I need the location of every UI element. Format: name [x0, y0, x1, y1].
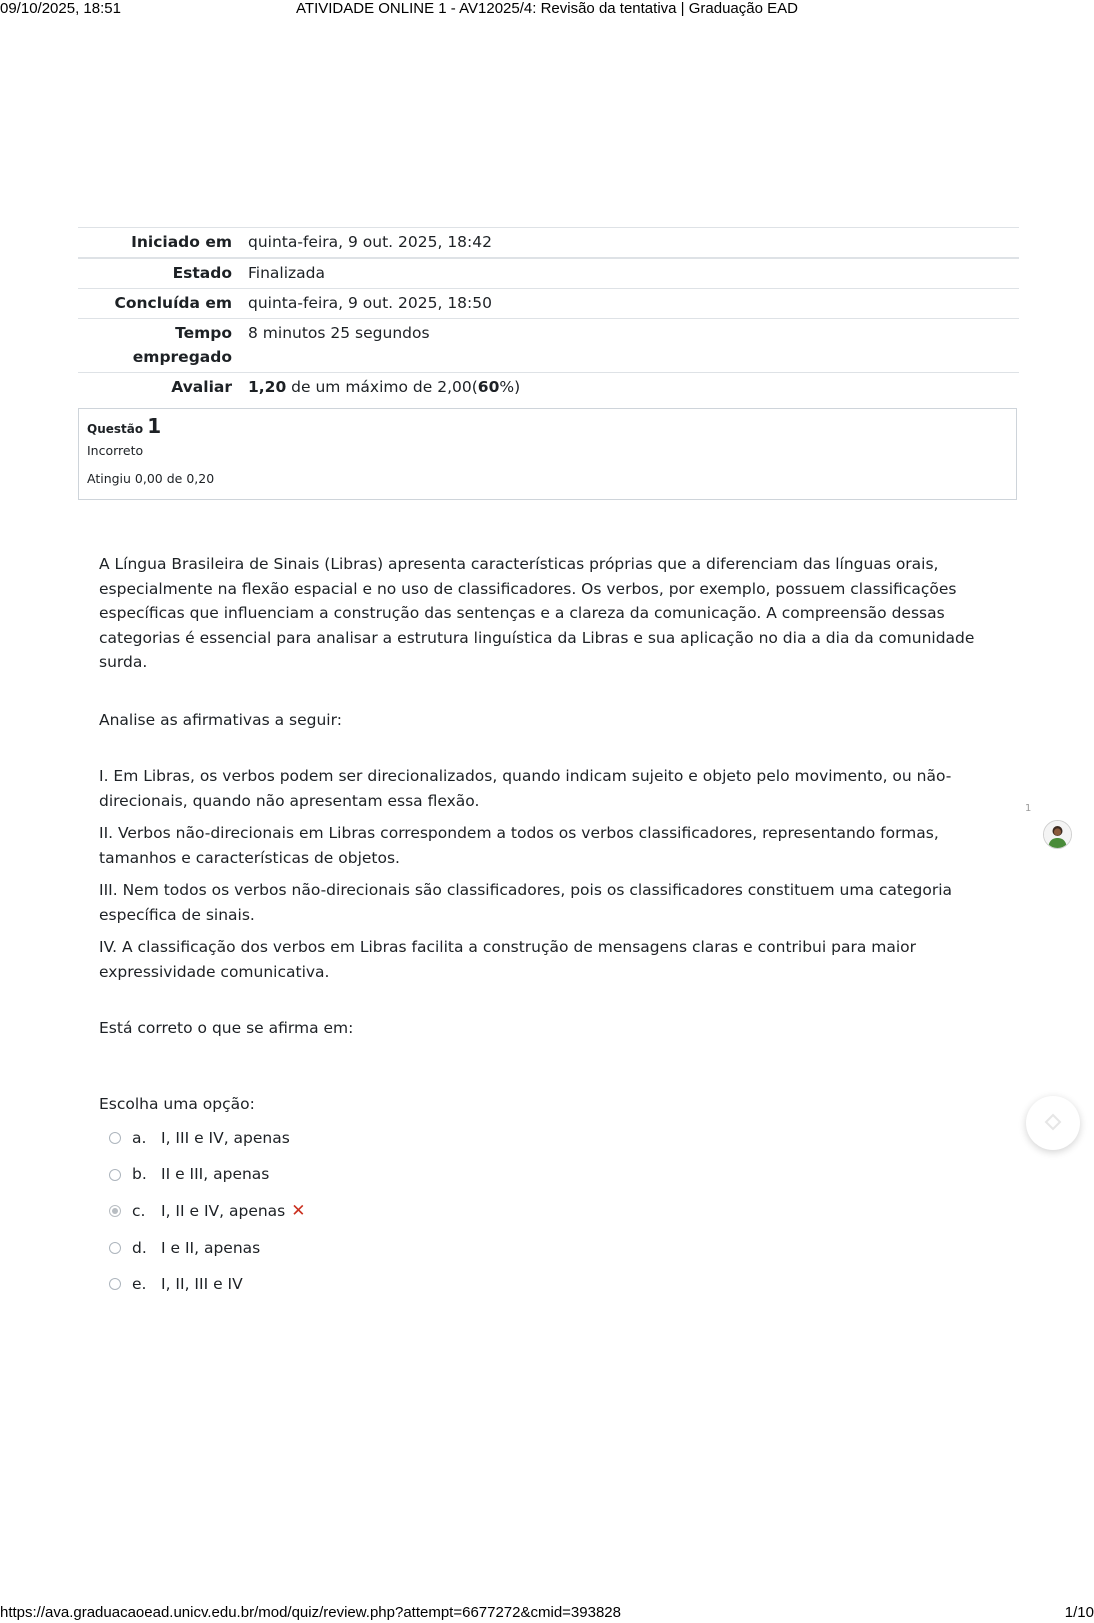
answer-option-e[interactable] — [109, 1272, 989, 1296]
grade-end: %) — [499, 378, 521, 396]
summary-label: Iniciado em — [131, 233, 232, 251]
radio-button[interactable] — [109, 1278, 121, 1290]
summary-label: Estado — [172, 264, 232, 282]
summary-label: Avaliar — [171, 378, 232, 396]
question-intro: A Língua Brasileira de Sinais (Libras) apresenta características próprias que a diferenciam das línguas orais, especialmente na flexão espacial e no uso de classificadores. Os verbos, por exemplo, possuem classificações específicas que influenciam a construção das sentenças e a clareza da comunicação. A compreensão dessas categorias é essencial para analisar a estrutura linguística da Libras e sua aplicação no dia a dia da comunidade surda. — [99, 555, 975, 671]
radio-button[interactable] — [109, 1169, 121, 1181]
grade-mid: de um máximo de 2,00( — [286, 378, 478, 396]
print-footer — [0, 1604, 1094, 1622]
answer-option-d[interactable] — [109, 1236, 989, 1260]
question-state: Incorreto — [87, 443, 144, 458]
question-info-box — [78, 408, 1017, 500]
choose-option-label: Escolha uma opção: — [99, 1094, 255, 1113]
answer-letter: c. — [132, 1201, 146, 1220]
print-page-number: 1/10 — [1064, 1604, 1094, 1621]
question-content — [99, 552, 989, 1309]
summary-value: quinta-feira, 9 out. 2025, 18:50 — [248, 294, 492, 312]
question-number-value: 1 — [147, 414, 162, 438]
answer-list — [109, 1126, 989, 1296]
attempt-summary-table — [78, 227, 1019, 402]
summary-label-part: empregado — [132, 348, 232, 366]
statement-3: III. Nem todos os verbos não-direcionais são classificadores, pois os classificadores constituem uma categoria específica de sinais. — [99, 881, 953, 924]
answer-letter: a. — [132, 1128, 147, 1147]
grade-score: 1,20 — [248, 378, 287, 396]
answer-letter: d. — [132, 1238, 147, 1257]
statement-4: IV. A classificação dos verbos em Libras facilita a construção de mensagens claras e contribui para maior expressividade comunicativa. — [99, 938, 917, 981]
summary-row-started — [78, 228, 1019, 259]
summary-label: Concluída em — [114, 294, 232, 312]
question-prompt: Está correto o que se afirma em: — [99, 1019, 354, 1037]
answer-text: I, II e IV, apenas — [161, 1201, 286, 1220]
statement-1: I. Em Libras, os verbos podem ser direcionalizados, quando indicam sujeito e objeto pelo movimento, ou não-direcionais, quando não apresentam essa flexão. — [99, 767, 952, 810]
answer-text: I e II, apenas — [161, 1238, 261, 1257]
summary-row-state — [78, 258, 1019, 289]
summary-row-time — [78, 319, 1019, 373]
answer-text: I, II, III e IV — [161, 1275, 243, 1294]
answer-option-a[interactable] — [109, 1126, 989, 1150]
statement-2: II. Verbos não-direcionais em Libras correspondem a todos os verbos classificadores, representando formas, tamanhos e características de objetos. — [99, 824, 939, 867]
answer-letter: b. — [132, 1165, 147, 1184]
summary-label — [78, 319, 248, 373]
answer-option-b[interactable] — [109, 1163, 989, 1187]
avatar[interactable] — [1043, 820, 1072, 849]
question-number — [87, 415, 1008, 440]
radio-button-selected[interactable] — [109, 1205, 121, 1217]
radio-button[interactable] — [109, 1242, 121, 1254]
grade-percent: 60 — [477, 378, 500, 396]
summary-value — [248, 373, 1019, 403]
floating-action-button[interactable] — [1026, 1096, 1080, 1150]
summary-row-grade — [78, 373, 1019, 403]
print-datetime: 09/10/2025, 18:51 — [0, 0, 121, 17]
summary-label-part: Tempo — [175, 324, 232, 342]
summary-row-completed — [78, 289, 1019, 319]
question-grade: Atingiu 0,00 de 0,20 — [87, 471, 215, 486]
summary-value: Finalizada — [248, 264, 326, 282]
print-title: ATIVIDADE ONLINE 1 - AV12025/4: Revisão da tentativa | Graduação EAD — [296, 0, 798, 17]
print-url: https://ava.graduacaoead.unicv.edu.br/mod/quiz/review.php?attempt=6677272&cmid=393828 — [0, 1604, 621, 1621]
answer-text: II e III, apenas — [161, 1165, 270, 1184]
question-analyze: Analise as afirmativas a seguir: — [99, 710, 342, 729]
avatar-icon — [1044, 821, 1071, 848]
answer-option-c[interactable] — [109, 1199, 989, 1223]
summary-value: quinta-feira, 9 out. 2025, 18:42 — [248, 233, 492, 251]
answer-text: I, III e IV, apenas — [161, 1128, 290, 1147]
incorrect-icon: ✕ — [291, 1201, 306, 1222]
question-label: Questão — [87, 422, 144, 436]
answer-letter: e. — [132, 1275, 147, 1294]
side-page-marker: 1 — [1025, 803, 1032, 814]
radio-button[interactable] — [109, 1132, 121, 1144]
chat-icon — [1041, 1111, 1065, 1135]
print-header — [0, 0, 1094, 18]
summary-value: 8 minutos 25 segundos — [248, 324, 430, 342]
